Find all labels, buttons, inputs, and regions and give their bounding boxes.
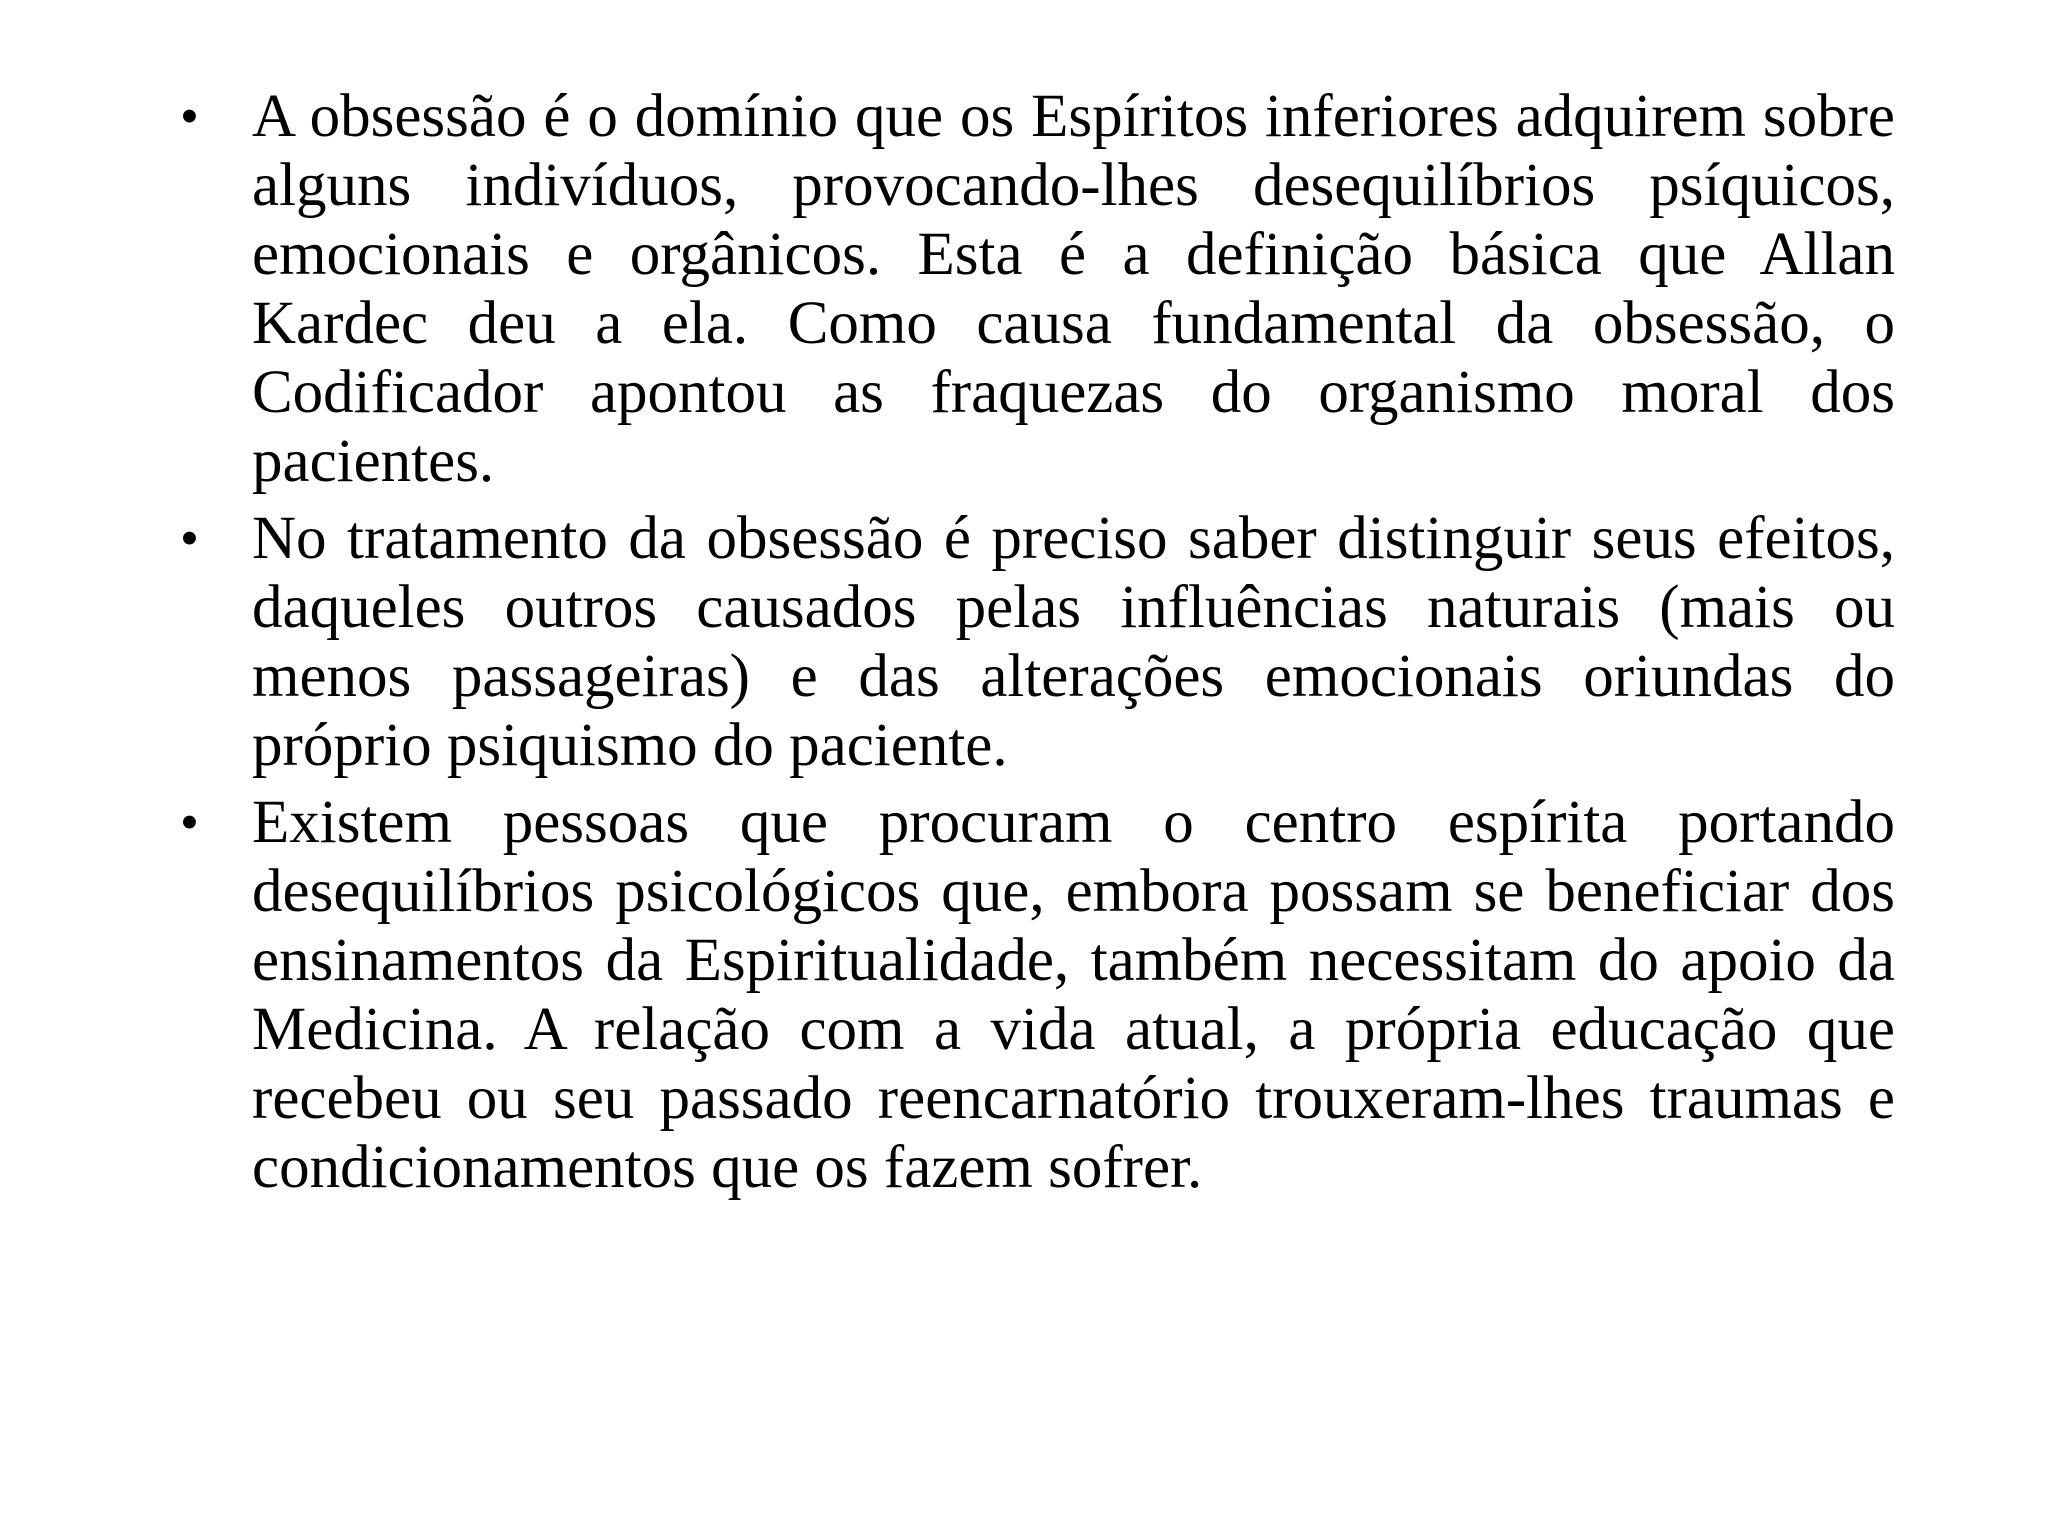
bullet-dot-icon: • <box>180 508 199 568</box>
bullet-item <box>160 504 1895 780</box>
bullet-dot-icon: • <box>180 86 199 146</box>
bullet-item <box>160 82 1895 496</box>
bullet-list <box>160 82 1895 1210</box>
bullet-text: Existem pessoas que procuram o centro espírita portando desequilíbrios psicológicos que, embora possam se beneficiar dos ensinamentos da Espiritualidade, também necessitam do apoio da Medicina. A relação com a vida atual, a própria educação que recebeu ou seu passado reencarnatório trouxeram-lhes traumas e condicionamentos que os fazem sofrer. <box>252 789 1895 1201</box>
bullet-item <box>160 788 1895 1202</box>
bullet-text: A obsessão é o domínio que os Espíritos inferiores adquirem sobre alguns indivíduos, provocando-lhes desequilíbrios psíquicos, emocionais e orgânicos. Esta é a definição básica que Allan Kardec deu a ela. Como causa fundamental da obsessão, o Codificador apontou as fraquezas do organismo moral dos pacientes. <box>252 83 1895 495</box>
bullet-text: No tratamento da obsessão é preciso saber distinguir seus efeitos, daqueles outros causados pelas influências naturais (mais ou menos passageiras) e das alterações emocionais oriundas do próprio psiquismo do paciente. <box>252 505 1895 779</box>
bullet-dot-icon: • <box>180 792 199 852</box>
